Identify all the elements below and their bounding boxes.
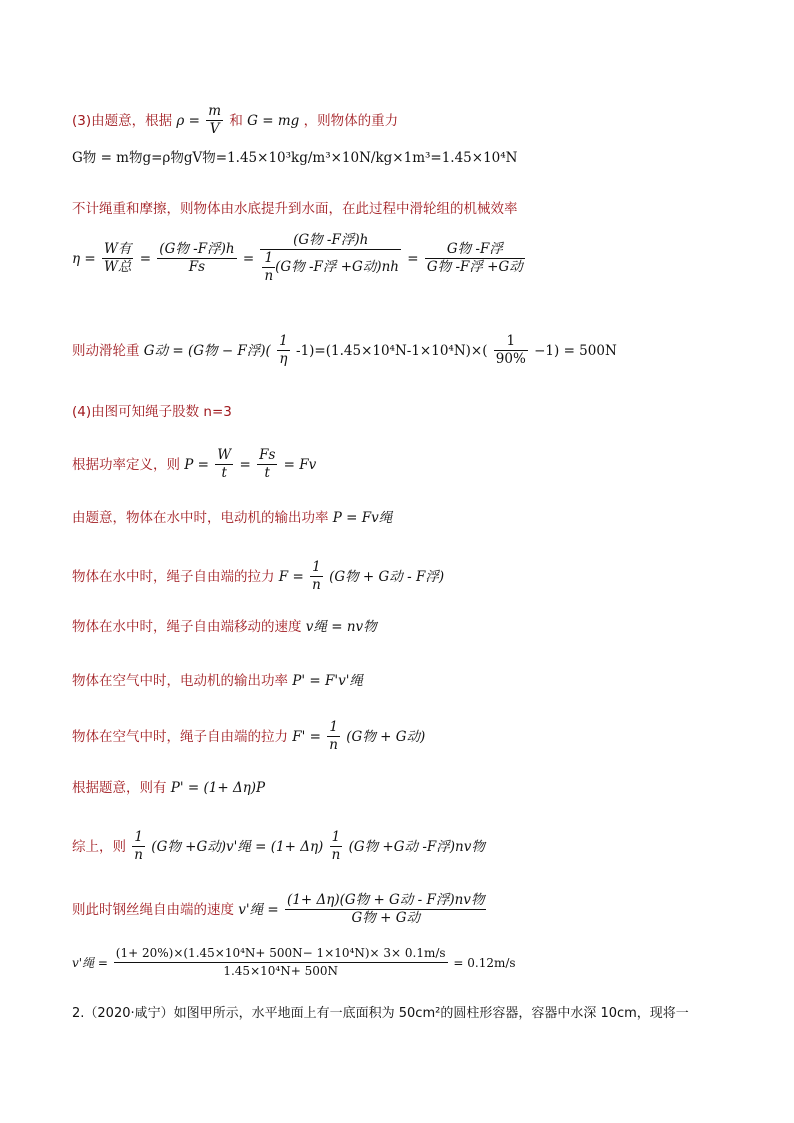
efficiency-formula: η = $\frac{\text{W有}}{\text{W总}}$ = $\frac{\text{(G物 -F浮)h}}{Fs}$ = (G物 -F浮)h $\frac{1}{n}$ (G物 -F浮 +G动)nh = $\frac{\text{G物 -F浮}}{\text{G物 -F浮 +G动}}$ <box>72 232 523 284</box>
s3-intro-text: (3)由题意，根据 <box>72 112 173 129</box>
water-speed-line: 物体在水中时，绳子自由端移动的速度 v绳 = nv物 <box>72 619 377 635</box>
water-pull-line: 物体在水中时，绳子自由端的拉力 F = $\frac{1}{n}$ (G物 + G动 - F浮) <box>72 559 445 593</box>
summary-line: 综上，则 $\frac{1}{n}$ (G物 +G动)v'绳 = (1+ Δη) $\frac{1}{n}$ (G物 +G动 -F浮)nv物 <box>72 829 485 863</box>
air-pull-line: 物体在空气中时，绳子自由端的拉力 F' = $\frac{1}{n}$ (G物 + G动) <box>72 719 426 753</box>
gravity-formula: G = mg <box>247 112 300 129</box>
water-power-line: 由题意，物体在水中时，电动机的输出功率 P = Fv绳 <box>72 510 393 526</box>
and-text: 和 <box>229 112 243 129</box>
density-fraction: $\frac{m}{V}$ <box>208 103 222 137</box>
s3-intro-text-b: ，则物体的重力 <box>303 112 399 129</box>
speed-calc-line: v'绳 = $\frac{\text{(1+ 20\%)×(1.45×10⁴N+ 500N− 1×10⁴N)× 3× 0.1m/s}}{\text{1.45×10⁴N+ 500N}}$ = 0.12m/s <box>72 946 516 978</box>
s3-intro-line <box>72 103 398 138</box>
air-power-line: 物体在空气中时，电动机的输出功率 P' = F'v'绳 <box>72 673 363 689</box>
speed-formula-line: 则此时钢丝绳自由端的速度 v'绳 = $\frac{\text{(1+ Δη)(G物 + G动 - F浮)nv物}}{\text{G物 + G动}}$ <box>72 892 485 926</box>
no-friction-text: 不计绳重和摩擦，则物体由水底提升到水面，在此过程中滑轮组的机械效率 <box>72 201 518 217</box>
power-definition-line: 根据功率定义，则 P = $\frac{W}{t}$ = $\frac{Fs}{t}$ = Fv <box>72 447 317 481</box>
density-symbol: ρ = <box>176 112 200 129</box>
meaning-line: 根据题意，则有 P' = (1+ Δη)P <box>72 780 266 796</box>
weight-formula: G物 = m物g=ρ物gV物=1.45×10³kg/m³×10N/kg×1m³=1.45×10⁴N <box>72 150 518 166</box>
rope-count-text: (4)由图可知绳子股数 n=3 <box>72 404 232 420</box>
pulley-weight-line: 则动滑轮重 G动 = (G物 − F浮)( $\frac{1}{\eta}$ -1)=(1.45×10⁴N-1×10⁴N)×( $\frac{1}{90\%}$ −1) = 500N <box>72 333 617 367</box>
question-2-text: 2.（2020·咸宁）如图甲所示，水平地面上有一底面积为 50cm²的圆柱形容器，容器中水深 10cm，现将一 <box>72 1006 689 1021</box>
